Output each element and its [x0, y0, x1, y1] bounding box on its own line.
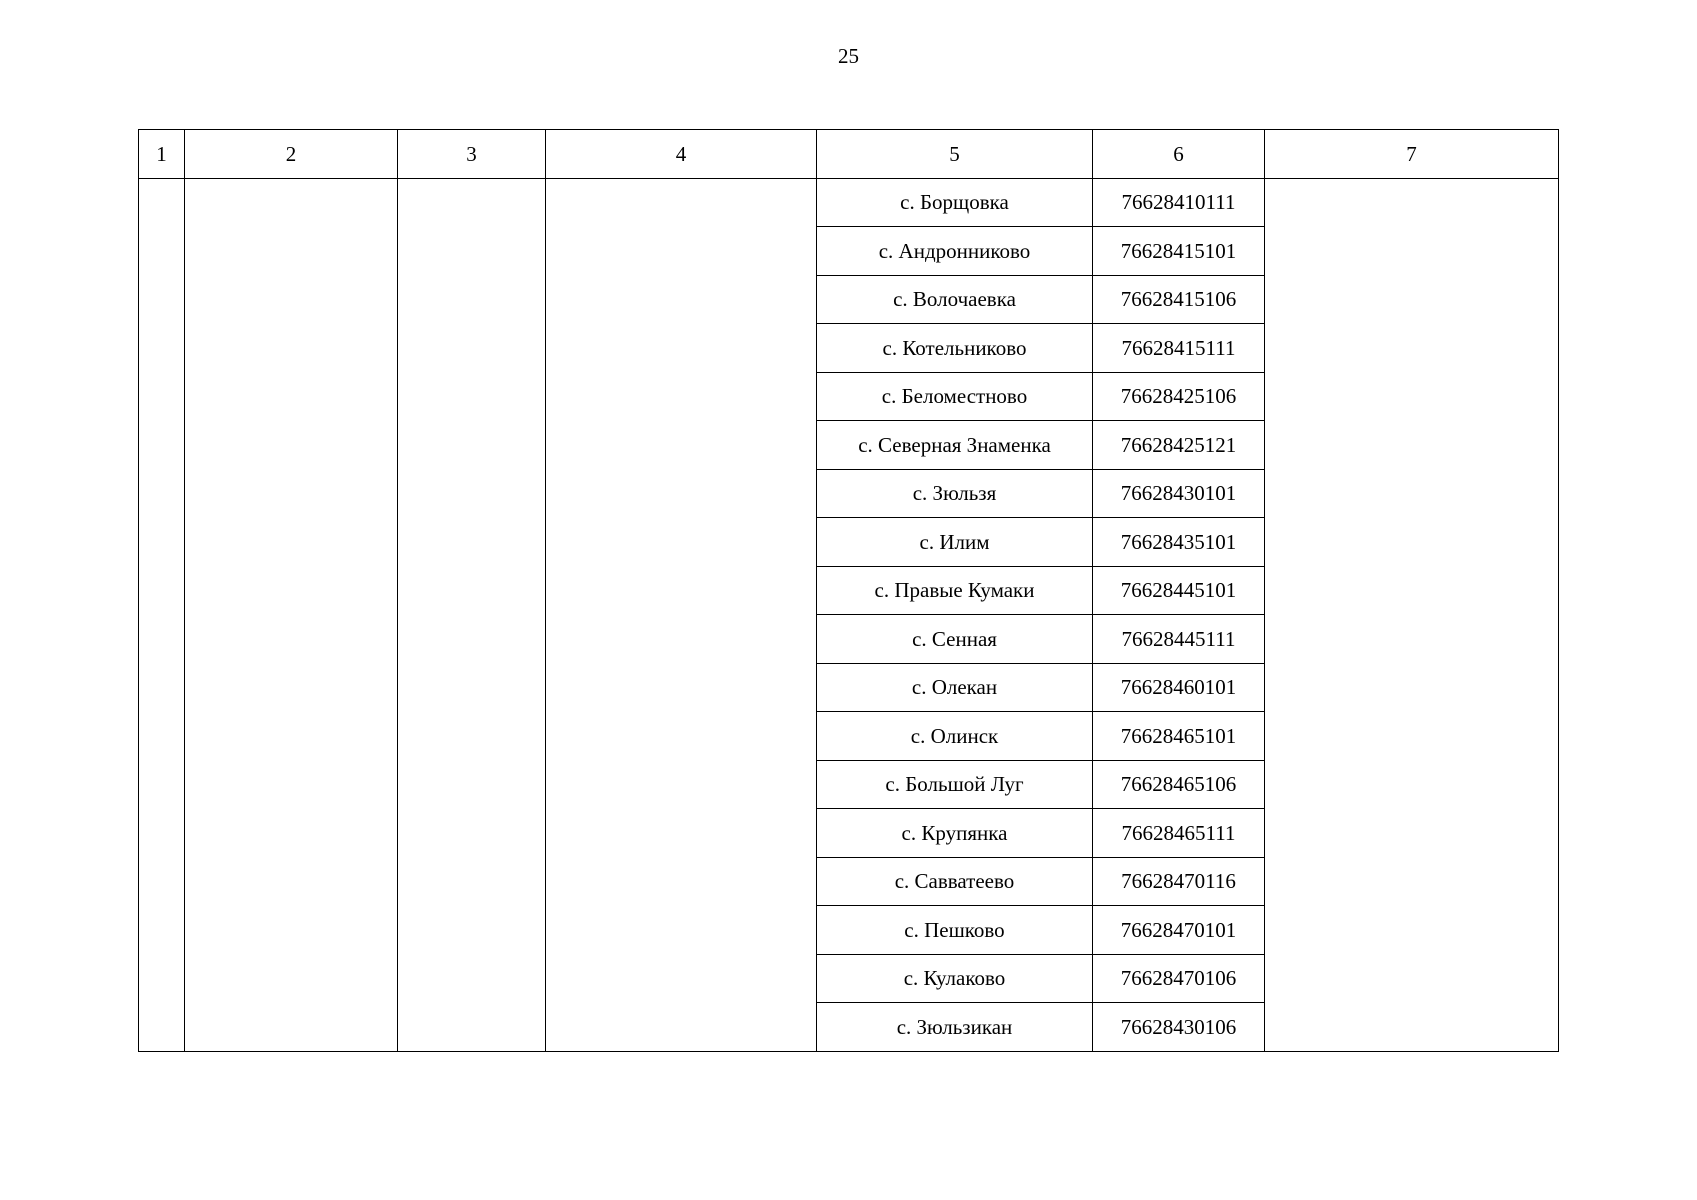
settlement-name-cell: с. Волочаевка [817, 275, 1093, 324]
oktmo-code-cell: 76628465111 [1093, 809, 1265, 858]
settlement-name-cell: с. Котельниково [817, 324, 1093, 373]
col-4-empty-cell [546, 178, 817, 1051]
oktmo-code-cell: 76628415101 [1093, 227, 1265, 276]
oktmo-code-cell: 76628435101 [1093, 518, 1265, 567]
settlement-name-cell: с. Северная Знаменка [817, 421, 1093, 470]
table-row [139, 178, 1559, 227]
settlement-name-cell: с. Борщовка [817, 178, 1093, 227]
settlement-name-cell: с. Илим [817, 518, 1093, 567]
oktmo-code-cell: 76628445111 [1093, 615, 1265, 664]
settlement-name-cell: с. Олекан [817, 663, 1093, 712]
column-number-2: 2 [185, 130, 398, 179]
table-body [139, 130, 1559, 1052]
column-number-3: 3 [398, 130, 546, 179]
settlement-name-cell: с. Беломестново [817, 372, 1093, 421]
settlements-table [138, 129, 1559, 1052]
col-2-empty-cell [185, 178, 398, 1051]
oktmo-code-cell: 76628415106 [1093, 275, 1265, 324]
oktmo-code-cell: 76628430101 [1093, 469, 1265, 518]
oktmo-code-cell: 76628470106 [1093, 954, 1265, 1003]
col-1-empty-cell [139, 178, 185, 1051]
settlement-name-cell: с. Большой Луг [817, 760, 1093, 809]
oktmo-code-cell: 76628460101 [1093, 663, 1265, 712]
column-number-4: 4 [546, 130, 817, 179]
column-number-5: 5 [817, 130, 1093, 179]
oktmo-code-cell: 76628465106 [1093, 760, 1265, 809]
settlement-name-cell: с. Зюльзикан [817, 1003, 1093, 1052]
oktmo-code-cell: 76628445101 [1093, 566, 1265, 615]
col-7-empty-cell [1265, 178, 1559, 1051]
settlement-name-cell: с. Андронниково [817, 227, 1093, 276]
oktmo-code-cell: 76628470101 [1093, 906, 1265, 955]
page-number: 25 [838, 44, 859, 68]
column-number-7: 7 [1265, 130, 1559, 179]
settlement-name-cell: с. Крупянка [817, 809, 1093, 858]
oktmo-code-cell: 76628425121 [1093, 421, 1265, 470]
oktmo-code-cell: 76628425106 [1093, 372, 1265, 421]
oktmo-code-cell: 76628430106 [1093, 1003, 1265, 1052]
oktmo-code-cell: 76628465101 [1093, 712, 1265, 761]
column-number-6: 6 [1093, 130, 1265, 179]
settlement-name-cell: с. Правые Кумаки [817, 566, 1093, 615]
col-3-empty-cell [398, 178, 546, 1051]
column-number-1: 1 [139, 130, 185, 179]
settlement-name-cell: с. Савватеево [817, 857, 1093, 906]
settlement-name-cell: с. Пешково [817, 906, 1093, 955]
oktmo-code-cell: 76628410111 [1093, 178, 1265, 227]
settlement-name-cell: с. Олинск [817, 712, 1093, 761]
oktmo-code-cell: 76628470116 [1093, 857, 1265, 906]
header-row [139, 130, 1559, 179]
settlement-name-cell: с. Кулаково [817, 954, 1093, 1003]
settlement-name-cell: с. Сенная [817, 615, 1093, 664]
settlement-name-cell: с. Зюльзя [817, 469, 1093, 518]
oktmo-code-cell: 76628415111 [1093, 324, 1265, 373]
